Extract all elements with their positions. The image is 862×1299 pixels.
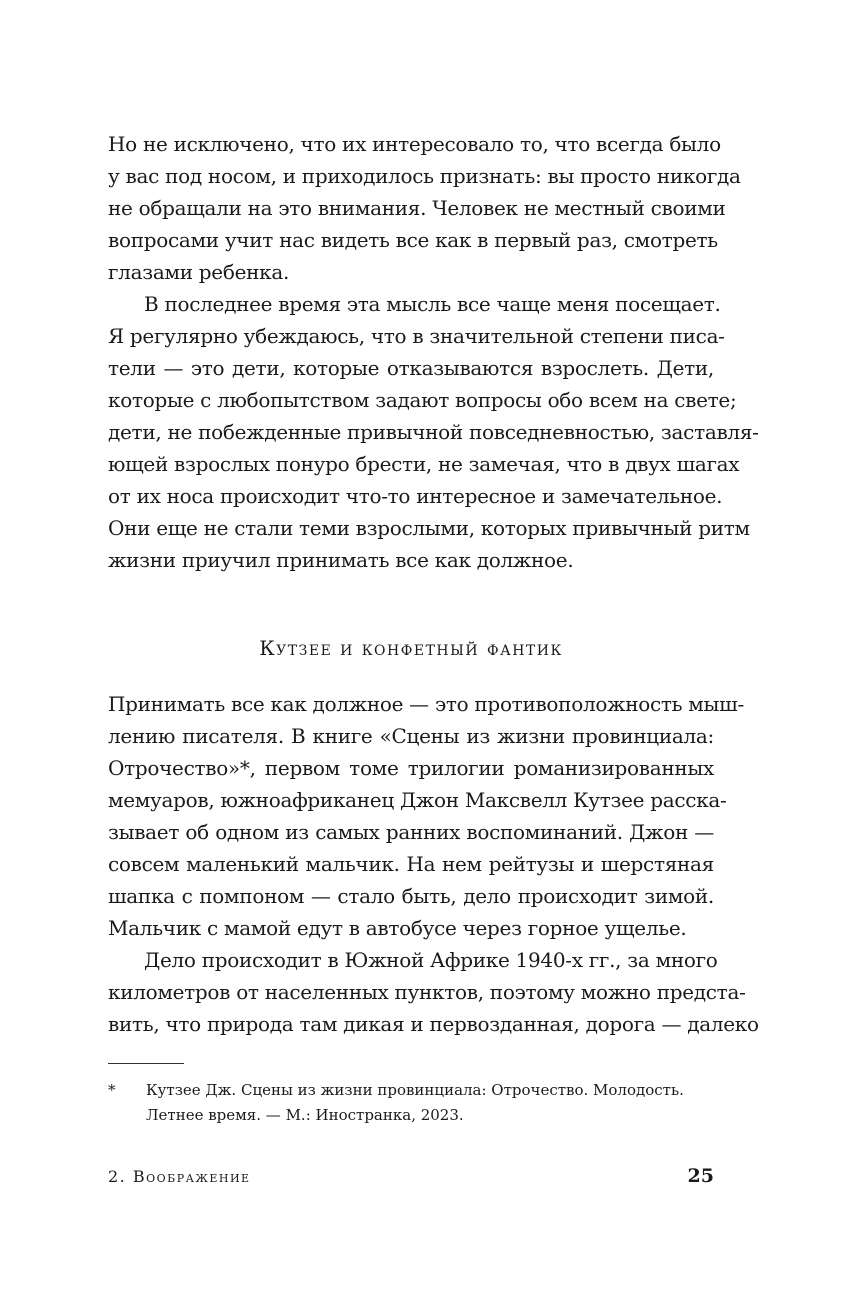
text-line: Мальчик с мамой едут в автобусе через горное ущелье. — [108, 916, 687, 940]
text-line: вопросами учит нас видеть все как в первый раз, смотреть — [108, 228, 718, 252]
footnote-line: Летнее время. — М.: Иностранка, 2023. — [146, 1106, 464, 1124]
footnote-marker: * — [108, 1081, 116, 1099]
footnote-rule — [108, 1063, 184, 1064]
text-line: которые с любопытством задают вопросы обо всем на свете; — [108, 388, 737, 412]
footnote-line: Кутзее Дж. Сцены из жизни провинциала: Отрочество. Молодость. — [146, 1081, 684, 1099]
text-line: вить, что природа там дикая и первозданная, дорога — далеко — [108, 1012, 759, 1036]
body-text-bottom — [108, 688, 759, 1040]
section-heading: Кутзее и конфетный фантик — [259, 636, 563, 660]
text-line: шапка с помпоном — стало быть, дело происходит зимой. — [108, 884, 714, 908]
text-line: глазами ребенка. — [108, 260, 290, 284]
text-line: у вас под носом, и приходилось признать: вы просто никогда — [108, 164, 741, 188]
text-line: Принимать все как должное — это противоположность мыш- — [108, 692, 744, 716]
text-line: от их носа происходит что-то интересное и замечательное. — [108, 484, 723, 508]
text-line: дети, не побежденные привычной повседневностью, заставля- — [108, 420, 759, 444]
text-line: не обращали на это внимания. Человек не местный своими — [108, 196, 726, 220]
text-line: совсем маленький мальчик. На нем рейтузы и шерстяная — [108, 852, 714, 876]
text-line: тели — это дети, которые отказываются взрослеть. Дети, — [108, 356, 714, 380]
text-line: лению писателя. В книге «Сцены из жизни провинциала: — [108, 724, 714, 748]
text-line: мемуаров, южноафриканец Джон Максвелл Кутзее расска- — [108, 788, 727, 812]
text-line: ющей взрослых понуро брести, не замечая, что в двух шагах — [108, 452, 740, 476]
text-line: Дело происходит в Южной Африке 1940-х гг., за много — [144, 948, 718, 972]
text-line: километров от населенных пунктов, поэтому можно предста- — [108, 980, 746, 1004]
text-line: Отрочество»*, первом томе трилогии романизированных — [108, 756, 714, 780]
text-line: Но не исключено, что их интересовало то, что всегда было — [108, 132, 721, 156]
body-text-top — [108, 128, 759, 576]
text-line: жизни приучил принимать все как должное. — [108, 548, 574, 572]
text-line: В последнее время эта мысль все чаще меня посещает. — [144, 292, 721, 316]
text-line: Я регулярно убеждаюсь, что в значительной степени писа- — [108, 324, 725, 348]
page-number: 25 — [687, 1165, 714, 1187]
text-line: Они еще не стали теми взрослыми, которых привычный ритм — [108, 516, 750, 540]
running-head: 2. Воображение — [108, 1167, 251, 1186]
text-line: зывает об одном из самых ранних воспоминаний. Джон — — [108, 820, 714, 844]
footnote — [108, 1078, 714, 1128]
